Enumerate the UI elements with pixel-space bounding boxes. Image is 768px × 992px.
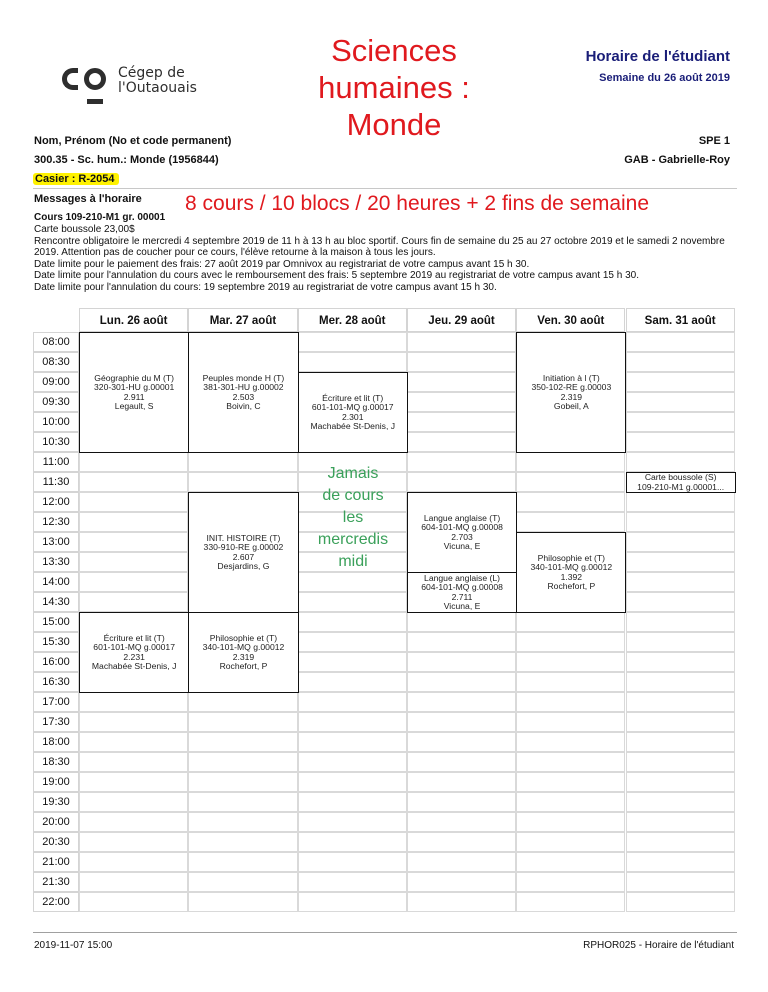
messages-title: Messages à l'horaire (34, 193, 142, 205)
course-block-text (421, 574, 503, 611)
time-label: 18:30 (33, 752, 79, 772)
time-slot (79, 772, 188, 792)
time-slot (298, 832, 407, 852)
course-teacher: Machabée St-Denis, J (310, 420, 396, 431)
time-slot (626, 832, 735, 852)
time-slot (626, 672, 735, 692)
time-slot (626, 552, 735, 572)
time-slot (79, 532, 188, 552)
time-slot (407, 472, 516, 492)
time-slot (407, 432, 516, 452)
course-block[interactable] (188, 492, 298, 613)
time-slot (407, 332, 516, 352)
time-label: 14:00 (33, 572, 79, 592)
time-slot (188, 472, 297, 492)
course-code: 320-301-HU g.00001 (94, 382, 175, 393)
course-title: Langue anglaise (T) (423, 513, 501, 524)
time-slot (407, 812, 516, 832)
course-block-text (203, 634, 285, 671)
time-slot (626, 732, 735, 752)
time-label: 20:30 (33, 832, 79, 852)
time-slot (516, 832, 625, 852)
time-slot (298, 572, 407, 592)
annotation-summary: 8 cours / 10 blocs / 20 heures + 2 fins de semaine (185, 192, 650, 215)
time-slot (626, 772, 735, 792)
time-slot (626, 852, 735, 872)
time-slot (407, 392, 516, 412)
time-slot (407, 712, 516, 732)
course-title: Écriture et lit (T) (322, 393, 384, 404)
time-slot (407, 672, 516, 692)
course-block-text (310, 394, 395, 431)
course-block-text (204, 534, 284, 571)
course-teacher: Rochefort, P (547, 580, 596, 591)
course-block-text (530, 554, 612, 591)
time-label: 12:30 (33, 512, 79, 532)
course-teacher: Vicuna, E (443, 600, 481, 611)
course-teacher: Gobeil, A (553, 400, 589, 411)
time-slot (79, 512, 188, 532)
time-slot (626, 652, 735, 672)
time-slot (79, 812, 188, 832)
time-slot (79, 712, 188, 732)
time-label: 22:00 (33, 892, 79, 912)
course-block-text (531, 374, 611, 411)
course-title: Écriture et lit (T) (103, 633, 165, 644)
week-label: Semaine du 26 août 2019 (599, 72, 730, 84)
time-slot (516, 612, 625, 632)
time-slot (626, 892, 735, 912)
course-code: 340-101-MQ g.00012 (202, 642, 285, 653)
time-slot (407, 372, 516, 392)
college-logo (62, 66, 212, 108)
day-header: Jeu. 29 août (407, 308, 516, 332)
course-code: 350-102-RE g.00003 (531, 382, 612, 393)
annotation-note (300, 463, 406, 573)
time-slot (407, 652, 516, 672)
time-label: 16:30 (33, 672, 79, 692)
time-slot (516, 772, 625, 792)
message-line: Date limite pour l'annulation du cours avec le remboursement des frais: 5 septembre 2019 au registrariat de votre campus avant 15 h 30. (34, 270, 640, 282)
time-slot (407, 832, 516, 852)
time-slot (188, 812, 297, 832)
time-label: 08:30 (33, 352, 79, 372)
logo-o-glyph (84, 68, 106, 90)
time-slot (298, 752, 407, 772)
course-title: Géographie du M (T) (94, 373, 175, 384)
time-slot (407, 872, 516, 892)
time-slot (407, 852, 516, 872)
annotation-title-line: humaines : (318, 70, 470, 105)
day-header: Mer. 28 août (298, 308, 407, 332)
course-teacher: Boivin, C (226, 400, 261, 411)
time-slot (516, 812, 625, 832)
time-slot (626, 712, 735, 732)
course-teacher: Desjardins, G (217, 560, 270, 571)
time-slot (188, 752, 297, 772)
time-label: 19:30 (33, 792, 79, 812)
day-header: Ven. 30 août (516, 308, 625, 332)
message-lines (34, 224, 744, 294)
logo-c-glyph (62, 68, 78, 90)
time-slot (516, 752, 625, 772)
time-slot (188, 732, 297, 752)
message-line: Carte boussole 23,00$ (34, 224, 135, 235)
document-title: Horaire de l'étudiant (585, 48, 730, 65)
time-slot (626, 512, 735, 532)
print-timestamp: 2019-11-07 15:00 (34, 940, 113, 951)
time-slot (298, 612, 407, 632)
time-slot (407, 692, 516, 712)
locker-label: Casier : R-2054 (33, 173, 119, 185)
course-block[interactable] (626, 472, 736, 493)
time-slot (516, 732, 625, 752)
time-label: 17:00 (33, 692, 79, 712)
time-slot (626, 632, 735, 652)
time-slot (188, 852, 297, 872)
day-header: Lun. 26 août (79, 308, 188, 332)
time-slot (188, 892, 297, 912)
course-title: Philosophie et (T) (537, 553, 606, 564)
course-teacher: Legault, S (114, 400, 154, 411)
course-block[interactable] (188, 612, 298, 693)
message-line: 2019. Attention pas de coucher pour ce cours, l'élève retourne à la maison à tous les jours. (34, 247, 436, 259)
course-room: 2.607 (232, 551, 255, 562)
day-header: Sam. 31 août (626, 308, 735, 332)
time-slot (407, 732, 516, 752)
time-slot (298, 892, 407, 912)
time-slot (188, 832, 297, 852)
time-slot (188, 452, 297, 472)
time-label: 13:30 (33, 552, 79, 572)
time-slot (79, 492, 188, 512)
annotation-note-line: Jamais (327, 465, 379, 482)
day-header: Mar. 27 août (188, 308, 297, 332)
logo-line-2: l'Outaouais (118, 80, 197, 96)
course-block-text (92, 634, 177, 671)
time-slot (298, 692, 407, 712)
course-block[interactable] (407, 572, 517, 613)
time-slot (298, 652, 407, 672)
time-slot (188, 692, 297, 712)
program-label: 300.35 - Sc. hum.: Monde (1956844) (34, 154, 219, 166)
time-slot (79, 592, 188, 612)
time-slot (407, 452, 516, 472)
course-room: 2.319 (232, 651, 255, 662)
course-code: 109-210-M1 g.00001... (637, 481, 725, 492)
course-code: 601-101-MQ g.00017 (311, 402, 394, 413)
time-slot (79, 852, 188, 872)
logo-bar-glyph (87, 99, 103, 104)
time-slot (298, 872, 407, 892)
time-slot (626, 612, 735, 632)
spe-label: SPE 1 (698, 135, 730, 147)
time-slot (298, 712, 407, 732)
annotation-note-line: les (342, 509, 364, 526)
time-label: 18:00 (33, 732, 79, 752)
time-slot (626, 872, 735, 892)
time-label: 21:30 (33, 872, 79, 892)
time-slot (298, 332, 407, 352)
course-room: 2.711 (451, 591, 473, 602)
time-slot (407, 772, 516, 792)
time-label: 11:30 (33, 472, 79, 492)
time-slot (298, 352, 407, 372)
time-label: 15:00 (33, 612, 79, 632)
time-label: 20:00 (33, 812, 79, 832)
time-slot (516, 632, 625, 652)
annotation-title-line: Sciences (331, 33, 457, 68)
logo-text (118, 66, 197, 96)
course-block-text (94, 374, 174, 411)
course-block[interactable] (298, 372, 408, 453)
annotation-title-line: Monde (346, 107, 442, 142)
time-slot (79, 832, 188, 852)
time-slot (188, 792, 297, 812)
course-block[interactable] (79, 332, 189, 453)
course-block[interactable] (516, 332, 626, 453)
time-label: 13:00 (33, 532, 79, 552)
time-slot (516, 652, 625, 672)
time-slot (298, 812, 407, 832)
course-code: 604-101-MQ g.00008 (421, 522, 503, 533)
time-slot (516, 892, 625, 912)
course-block-text (421, 514, 503, 551)
report-id: RPHOR025 - Horaire de l'étudiant (583, 940, 734, 951)
time-slot (298, 732, 407, 752)
course-room: 2.503 (232, 391, 255, 402)
time-slot (626, 432, 735, 452)
time-slot (626, 492, 735, 512)
time-slot (516, 472, 625, 492)
time-label: 17:30 (33, 712, 79, 732)
time-slot (298, 852, 407, 872)
time-slot (298, 792, 407, 812)
time-label: 11:00 (33, 452, 79, 472)
time-label: 21:00 (33, 852, 79, 872)
time-slot (407, 632, 516, 652)
course-code: 604-101-MQ g.00008 (421, 582, 503, 593)
logo-line-1: Cégep de (118, 65, 185, 81)
time-slot (79, 692, 188, 712)
campus-label: GAB - Gabrielle-Roy (624, 154, 730, 166)
course-block-text (637, 473, 724, 491)
divider (33, 188, 737, 189)
time-label: 09:00 (33, 372, 79, 392)
time-slot (626, 352, 735, 372)
time-slot (516, 672, 625, 692)
annotation-note-line: midi (338, 553, 368, 570)
time-slot (626, 412, 735, 432)
course-title: Initiation à l (T) (542, 373, 600, 384)
course-title: INIT. HISTOIRE (T) (206, 533, 281, 544)
course-teacher: Rochefort, P (219, 660, 268, 671)
course-code: 340-101-MQ g.00012 (530, 562, 613, 573)
time-slot (626, 812, 735, 832)
time-slot (79, 892, 188, 912)
time-slot (79, 452, 188, 472)
course-block[interactable] (516, 532, 626, 613)
time-slot (516, 692, 625, 712)
course-block[interactable] (407, 492, 517, 573)
time-label: 12:00 (33, 492, 79, 512)
course-title: Philosophie et (T) (209, 633, 278, 644)
course-block-text (203, 374, 285, 411)
course-title: Peuples monde H (T) (202, 373, 285, 384)
time-slot (516, 712, 625, 732)
course-room: 2.319 (560, 391, 583, 402)
time-label: 09:30 (33, 392, 79, 412)
time-slot (407, 352, 516, 372)
time-label: 19:00 (33, 772, 79, 792)
message-course: Cours 109-210-M1 gr. 00001 (34, 212, 166, 223)
course-title: Carte boussole (S) (644, 472, 717, 483)
annotation-note-line: mercredis (317, 531, 389, 548)
time-slot (407, 412, 516, 432)
time-slot (79, 552, 188, 572)
annotation-note-line: de cours (322, 487, 384, 504)
time-slot (79, 472, 188, 492)
course-room: 2.301 (341, 411, 364, 422)
time-slot (626, 792, 735, 812)
course-title: Langue anglaise (L) (424, 573, 501, 584)
time-slot (188, 872, 297, 892)
time-slot (516, 792, 625, 812)
annotation-program-title (300, 32, 488, 143)
course-teacher: Machabée St-Denis, J (91, 660, 177, 671)
time-label: 10:30 (33, 432, 79, 452)
course-code: 601-101-MQ g.00017 (93, 642, 175, 653)
course-code: 381-301-HU g.00002 (203, 382, 284, 393)
time-slot (407, 792, 516, 812)
footer-divider (33, 932, 737, 933)
course-block[interactable] (188, 332, 298, 453)
course-block[interactable] (79, 612, 189, 693)
time-slot (407, 752, 516, 772)
time-slot (188, 772, 297, 792)
time-slot (79, 752, 188, 772)
student-name: Nom, Prénom (No et code permanent) (34, 135, 232, 147)
time-label: 08:00 (33, 332, 79, 352)
time-slot (516, 852, 625, 872)
time-slot (79, 792, 188, 812)
time-slot (298, 772, 407, 792)
time-slot (626, 752, 735, 772)
time-slot (79, 572, 188, 592)
course-room: 2.703 (451, 531, 473, 542)
course-room: 2.231 (123, 651, 145, 662)
schedule-grid (33, 308, 735, 913)
time-slot (626, 372, 735, 392)
time-slot (626, 592, 735, 612)
time-slot (626, 452, 735, 472)
time-slot (298, 592, 407, 612)
time-slot (298, 632, 407, 652)
time-slot (626, 532, 735, 552)
time-slot (626, 572, 735, 592)
time-slot (298, 672, 407, 692)
time-slot (626, 392, 735, 412)
time-slot (516, 872, 625, 892)
time-slot (516, 512, 625, 532)
time-slot (626, 332, 735, 352)
time-label: 16:00 (33, 652, 79, 672)
time-slot (188, 712, 297, 732)
course-teacher: Vicuna, E (443, 540, 481, 551)
message-line: Rencontre obligatoire le mercredi 4 septembre 2019 de 11 h à 13 h au bloc sportif. Cours fin de semaine du 25 au 27 octobre 2019 et le samedi 2 novembre (34, 235, 725, 247)
time-slot (407, 612, 516, 632)
message-line: Date limite pour le paiement des frais: 27 août 2019 par Omnivox au registrariat de votre campus avant 15 h 30. (34, 258, 530, 270)
time-label: 15:30 (33, 632, 79, 652)
time-slot (79, 872, 188, 892)
time-slot (407, 892, 516, 912)
time-label: 10:00 (33, 412, 79, 432)
time-slot (516, 452, 625, 472)
course-code: 330-910-RE g.00002 (203, 542, 284, 553)
course-room: 1.392 (560, 571, 583, 582)
time-slot (516, 492, 625, 512)
message-line: Date limite pour l'annulation du cours: 19 septembre 2019 au registrariat de votre campus avant 15 h 30. (34, 281, 497, 293)
time-slot (79, 732, 188, 752)
course-room: 2.911 (123, 391, 145, 402)
time-slot (626, 692, 735, 712)
time-label: 14:30 (33, 592, 79, 612)
